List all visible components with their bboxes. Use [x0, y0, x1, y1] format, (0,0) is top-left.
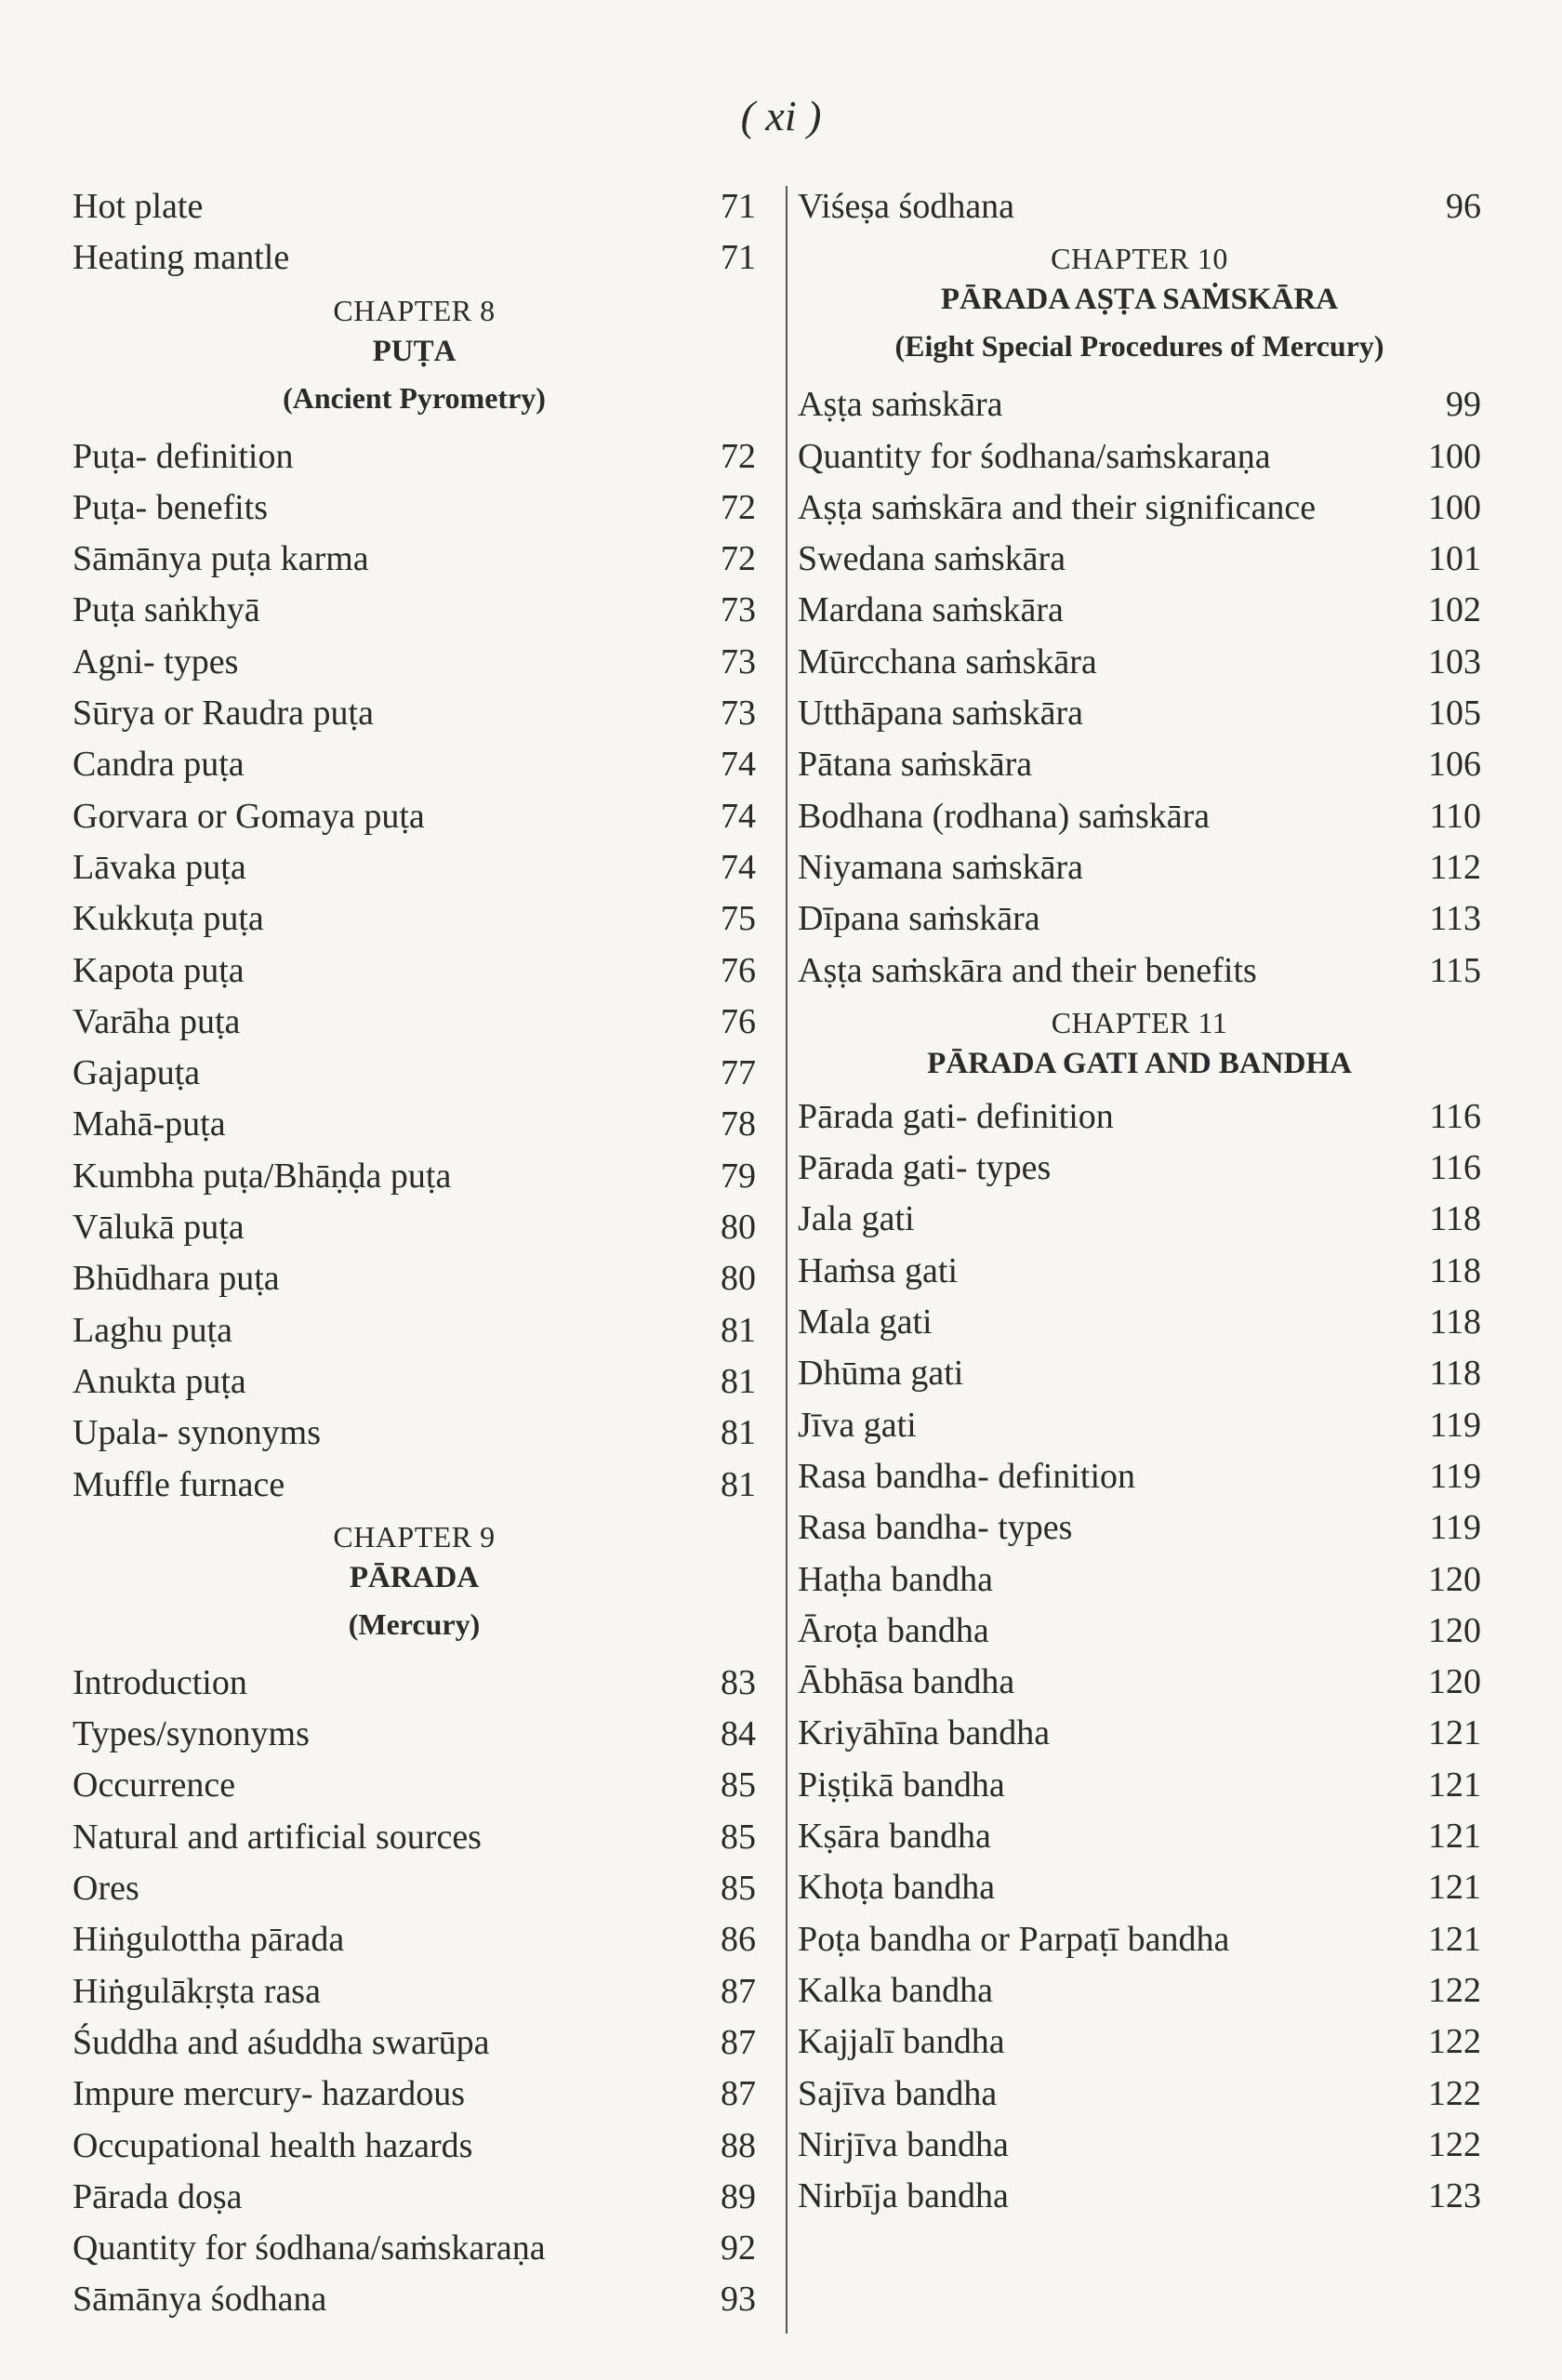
toc-entry-title: Rasa bandha- types: [798, 1508, 1073, 1548]
toc-entry-title: Rasa bandha- definition: [798, 1456, 1136, 1496]
toc-entry: [798, 585, 1481, 636]
toc-entry-title: Kalka bandha: [798, 1970, 993, 2010]
toc-entry-page: 73: [721, 694, 756, 734]
toc-entry: [73, 1408, 756, 1459]
toc-entry: [798, 1194, 1481, 1245]
toc-entry-title: Āroṭa bandha: [798, 1610, 989, 1650]
toc-entry: [73, 739, 756, 790]
toc-entry: [73, 1048, 756, 1099]
toc-entry-page: 116: [1429, 1096, 1481, 1136]
toc-entry-title: Upala- synonyms: [73, 1413, 322, 1453]
chapter-subtitle: (Ancient Pyrometry): [283, 380, 546, 415]
toc-entry: [798, 1606, 1481, 1657]
toc-entry: [798, 1091, 1481, 1143]
toc-entry-page: 77: [721, 1053, 756, 1093]
toc-entry-page: 100: [1428, 436, 1481, 476]
toc-entry-title: Nirbīja bandha: [798, 2176, 1009, 2216]
toc-entry-page: 72: [721, 539, 756, 579]
toc-entry-title: Kajjalī bandha: [798, 2022, 1005, 2062]
toc-entry: [73, 1305, 756, 1356]
toc-entry-title: Sajīva bandha: [798, 2073, 998, 2113]
toc-entry: [73, 585, 756, 636]
toc-entry-page: 74: [721, 847, 756, 887]
toc-entry: [73, 945, 756, 997]
toc-entry-title: Haṁsa gati: [798, 1250, 959, 1290]
toc-entry-page: 113: [1429, 899, 1481, 939]
toc-entry: [798, 2016, 1481, 2068]
toc-entry-title: Sūrya or Raudra puṭa: [73, 694, 374, 734]
toc-entry-page: 78: [721, 1104, 756, 1144]
toc-entry-title: Haṭha bandha: [798, 1559, 993, 1599]
chapter-heading: [73, 1516, 756, 1650]
toc-entry: [798, 483, 1481, 534]
chapter-subtitle: (Mercury): [348, 1606, 481, 1641]
page-number: ( xi ): [740, 92, 822, 139]
toc-entry-page: 122: [1428, 2124, 1481, 2164]
toc-entry-title: Types/synonyms: [73, 1714, 310, 1754]
toc-entry-title: Piṣṭikā bandha: [798, 1765, 1005, 1805]
toc-entry-page: 122: [1428, 2022, 1481, 2062]
toc-entry-page: 123: [1428, 2176, 1481, 2216]
toc-entry: [73, 1099, 756, 1150]
toc-entry-title: Niyamana saṁskāra: [798, 847, 1084, 887]
toc-entry: [798, 181, 1481, 232]
toc-entry-title: Mala gati: [798, 1302, 933, 1342]
toc-entry-page: 85: [721, 1817, 756, 1857]
toc-entry: [798, 431, 1481, 483]
toc-entry-page: 87: [721, 1971, 756, 2011]
toc-entry: [73, 1202, 756, 1253]
toc-entry-title: Utthāpana saṁskāra: [798, 694, 1084, 734]
toc-entry-page: 79: [721, 1156, 756, 1196]
toc-entry: [73, 1812, 756, 1863]
toc-entry-title: Aṣṭa saṁskāra and their benefits: [798, 950, 1257, 990]
toc-entry-title: Mahā-puṭa: [73, 1104, 226, 1144]
toc-right-column: [798, 181, 1481, 2222]
toc-entry-page: 116: [1429, 1148, 1481, 1188]
toc-entry-title: Hot plate: [73, 187, 204, 226]
chapter-title: PĀRADA AṢṬA SAṀSKĀRA: [940, 283, 1339, 317]
toc-entry-page: 119: [1429, 1456, 1481, 1496]
toc-entry-page: 76: [721, 950, 756, 990]
toc-entry-page: 120: [1428, 1610, 1481, 1650]
toc-entry-page: 80: [721, 1259, 756, 1299]
toc-entry-title: Occurrence: [73, 1765, 236, 1805]
toc-entry: [798, 379, 1481, 430]
toc-entry-page: 121: [1428, 1919, 1481, 1959]
toc-entry: [798, 1657, 1481, 1708]
toc-entry-page: 74: [721, 745, 756, 785]
toc-entry: [798, 1297, 1481, 1348]
toc-entry: [798, 1246, 1481, 1297]
toc-entry-title: Gorvara or Gomaya puṭa: [73, 796, 425, 836]
toc-entry-title: Bhūdhara puṭa: [73, 1259, 280, 1299]
toc-entry: [73, 232, 756, 284]
toc-entry: [798, 1554, 1481, 1606]
toc-entry: [798, 1862, 1481, 1913]
toc-entry-page: 85: [721, 1765, 756, 1805]
toc-entry: [73, 637, 756, 688]
toc-entry-page: 122: [1428, 2073, 1481, 2113]
toc-entry-page: 121: [1428, 1765, 1481, 1805]
toc-entry: [798, 1143, 1481, 1194]
toc-entry-page: 87: [721, 2022, 756, 2062]
toc-entry-title: Kumbha puṭa/Bhāṇḍa puṭa: [73, 1156, 452, 1196]
toc-entry-page: 120: [1428, 1662, 1481, 1702]
toc-entry-title: Laghu puṭa: [73, 1310, 233, 1350]
toc-entry-page: 118: [1429, 1302, 1481, 1342]
toc-entry: [73, 2121, 756, 2172]
toc-entry-title: Khoṭa bandha: [798, 1868, 996, 1908]
toc-entry: [798, 2171, 1481, 2222]
toc-entry-page: 83: [721, 1662, 756, 1702]
toc-entry: [798, 1451, 1481, 1502]
toc-entry-title: Nirjīva bandha: [798, 2124, 1009, 2164]
chapter-number: CHAPTER 10: [1051, 242, 1228, 276]
toc-entry-title: Ores: [73, 1869, 139, 1909]
toc-entry: [798, 945, 1481, 997]
toc-entry-page: 73: [721, 590, 756, 630]
toc-entry-page: 84: [721, 1714, 756, 1754]
toc-entry-title: Kukkuṭa puṭa: [73, 899, 264, 939]
toc-entry-title: Quantity for śodhana/saṁskaraṇa: [73, 2228, 546, 2268]
toc-entry: [73, 483, 756, 534]
toc-entry-page: 100: [1428, 487, 1481, 527]
toc-entry-page: 122: [1428, 1970, 1481, 2010]
toc-entry-page: 121: [1428, 1868, 1481, 1908]
toc-entry: [798, 893, 1481, 945]
toc-entry: [798, 1965, 1481, 2016]
toc-entry: [73, 791, 756, 842]
toc-entry: [73, 1709, 756, 1760]
toc-entry-page: 96: [1446, 187, 1481, 226]
toc-entry-page: 119: [1429, 1405, 1481, 1445]
toc-entry-page: 115: [1429, 950, 1481, 990]
toc-entry-title: Pārada gati- types: [798, 1148, 1052, 1188]
toc-entry: [798, 1760, 1481, 1811]
toc-entry: [73, 688, 756, 739]
toc-entry-title: Natural and artificial sources: [73, 1817, 482, 1857]
toc-entry-title: Poṭa bandha or Parpaṭī bandha: [798, 1919, 1230, 1959]
toc-entry: [73, 842, 756, 893]
toc-entry-page: 75: [721, 899, 756, 939]
chapter-heading: [798, 238, 1481, 372]
toc-entry-page: 81: [721, 1310, 756, 1350]
toc-entry: [73, 1760, 756, 1811]
toc-entry-title: Bodhana (rodhana) saṁskāra: [798, 796, 1211, 836]
column-divider: [786, 186, 788, 2334]
toc-entry: [798, 1348, 1481, 1399]
toc-entry-page: 74: [721, 796, 756, 836]
toc-entry-page: 85: [721, 1869, 756, 1909]
toc-entry-title: Jala gati: [798, 1199, 915, 1239]
toc-entry-title: Pārada gati- definition: [798, 1096, 1114, 1136]
toc-entry: [73, 893, 756, 945]
toc-entry-title: Śuddha and aśuddha swarūpa: [73, 2022, 490, 2062]
chapter-number: CHAPTER 8: [333, 293, 496, 327]
toc-entry: [798, 2069, 1481, 2120]
chapter-heading: [798, 1002, 1481, 1084]
toc-entry: [798, 842, 1481, 893]
toc-entry: [798, 739, 1481, 790]
toc-entry-page: 105: [1428, 694, 1481, 734]
chapter-heading: [73, 290, 756, 424]
toc-entry-page: 81: [721, 1413, 756, 1453]
chapter-subtitle: (Eight Special Procedures of Mercury): [894, 329, 1384, 364]
toc-entry: [73, 2069, 756, 2120]
toc-entry: [73, 1356, 756, 1408]
toc-entry-title: Ābhāsa bandha: [798, 1662, 1015, 1702]
chapter-title: PUṬA: [372, 334, 457, 368]
toc-entry-page: 118: [1429, 1354, 1481, 1394]
toc-entry: [73, 1151, 756, 1202]
toc-entry-page: 88: [721, 2125, 756, 2165]
toc-entry-title: Jīva gati: [798, 1405, 917, 1445]
toc-entry-page: 93: [721, 2280, 756, 2320]
toc-entry-page: 73: [721, 641, 756, 681]
toc-entry-title: Quantity for śodhana/saṁskaraṇa: [798, 436, 1271, 476]
toc-entry: [73, 1914, 756, 1965]
toc-entry: [798, 1914, 1481, 1965]
toc-entry: [73, 997, 756, 1048]
toc-entry-title: Muffle furnace: [73, 1464, 285, 1504]
toc-entry: [73, 1863, 756, 1914]
toc-entry-page: 99: [1446, 385, 1481, 425]
toc-entry-title: Gajapuṭa: [73, 1053, 201, 1093]
toc-entry-title: Viśeṣa śodhana: [798, 187, 1015, 226]
toc-entry-page: 76: [721, 1001, 756, 1041]
toc-entry-title: Mardana saṁskāra: [798, 590, 1064, 630]
toc-entry: [798, 2120, 1481, 2171]
toc-entry: [798, 1400, 1481, 1451]
toc-entry-page: 89: [721, 2176, 756, 2216]
toc-entry-title: Hiṅgulākṛṣta rasa: [73, 1971, 321, 2011]
toc-entry-page: 86: [721, 1920, 756, 1960]
toc-left-column: [73, 181, 756, 2326]
chapter-title: PĀRADA GATI AND BANDHA: [927, 1046, 1352, 1080]
toc-entry-title: Candra puṭa: [73, 745, 245, 785]
toc-entry-page: 118: [1429, 1199, 1481, 1239]
toc-entry: [73, 431, 756, 483]
toc-entry-page: 119: [1429, 1508, 1481, 1548]
toc-entry: [73, 2017, 756, 2069]
toc-entry-title: Swedana saṁskāra: [798, 539, 1066, 579]
toc-entry: [73, 1253, 756, 1304]
toc-entry-page: 80: [721, 1208, 756, 1248]
toc-entry-title: Sāmānya śodhana: [73, 2280, 327, 2320]
toc-entry-page: 92: [721, 2228, 756, 2268]
toc-entry: [73, 1658, 756, 1709]
toc-entry-title: Occupational health hazards: [73, 2125, 473, 2165]
toc-entry-title: Aṣṭa saṁskāra: [798, 385, 1003, 425]
toc-entry: [73, 2172, 756, 2223]
chapter-title: PĀRADA: [349, 1560, 480, 1594]
toc-entry-page: 72: [721, 436, 756, 476]
toc-entry-title: Impure mercury- hazardous: [73, 2074, 466, 2114]
toc-entry-page: 112: [1429, 847, 1481, 887]
toc-entry-page: 102: [1428, 590, 1481, 630]
toc-entry-title: Mūrcchana saṁskāra: [798, 641, 1097, 681]
toc-entry: [73, 181, 756, 232]
toc-entry-page: 71: [721, 187, 756, 226]
toc-entry: [798, 791, 1481, 842]
toc-entry-title: Kriyāhīna bandha: [798, 1713, 1051, 1753]
toc-entry: [798, 1708, 1481, 1759]
toc-entry-page: 101: [1428, 539, 1481, 579]
toc-entry-page: 87: [721, 2074, 756, 2114]
toc-entry-page: 103: [1428, 641, 1481, 681]
toc-entry-title: Heating mantle: [73, 238, 290, 278]
toc-entry-title: Agni- types: [73, 641, 239, 681]
toc-entry: [73, 2223, 756, 2274]
toc-entry-page: 72: [721, 487, 756, 527]
toc-entry: [798, 1811, 1481, 1862]
toc-entry-title: Lāvaka puṭa: [73, 847, 246, 887]
toc-entry: [798, 534, 1481, 585]
toc-entry-page: 110: [1429, 796, 1481, 836]
toc-entry: [73, 1460, 756, 1511]
chapter-number: CHAPTER 9: [333, 1519, 496, 1554]
toc-entry-page: 81: [721, 1361, 756, 1401]
toc-entry-title: Dhūma gati: [798, 1354, 964, 1394]
toc-entry: [798, 688, 1481, 739]
toc-entry-title: Sāmānya puṭa karma: [73, 539, 369, 579]
toc-entry-title: Varāha puṭa: [73, 1001, 241, 1041]
toc-entry-title: Puṭa saṅkhyā: [73, 590, 260, 630]
toc-entry-page: 120: [1428, 1559, 1481, 1599]
toc-entry-title: Dīpana saṁskāra: [798, 899, 1040, 939]
toc-entry-title: Pārada doṣa: [73, 2176, 243, 2216]
toc-entry: [73, 2274, 756, 2325]
toc-entry: [73, 534, 756, 585]
toc-entry-title: Kapota puṭa: [73, 950, 245, 990]
toc-entry-page: 71: [721, 238, 756, 278]
toc-entry-title: Puṭa- definition: [73, 436, 294, 476]
toc-entry-title: Puṭa- benefits: [73, 487, 269, 527]
toc-entry-page: 106: [1428, 745, 1481, 785]
toc-entry-title: Anukta puṭa: [73, 1361, 246, 1401]
toc-entry-title: Kṣāra bandha: [798, 1817, 991, 1857]
toc-entry: [73, 1966, 756, 2017]
toc-entry-title: Hiṅgulottha pārada: [73, 1920, 345, 1960]
toc-entry-page: 118: [1429, 1250, 1481, 1290]
chapter-number: CHAPTER 11: [1051, 1005, 1228, 1039]
toc-entry-page: 121: [1428, 1713, 1481, 1753]
toc-entry: [798, 637, 1481, 688]
toc-entry-page: 121: [1428, 1817, 1481, 1857]
toc-entry-title: Aṣṭa saṁskāra and their significance: [798, 487, 1317, 527]
toc-entry-page: 81: [721, 1464, 756, 1504]
toc-entry-title: Pātana saṁskāra: [798, 745, 1033, 785]
toc-entry-title: Introduction: [73, 1662, 247, 1702]
toc-entry-title: Vālukā puṭa: [73, 1208, 245, 1248]
toc-entry: [798, 1502, 1481, 1554]
